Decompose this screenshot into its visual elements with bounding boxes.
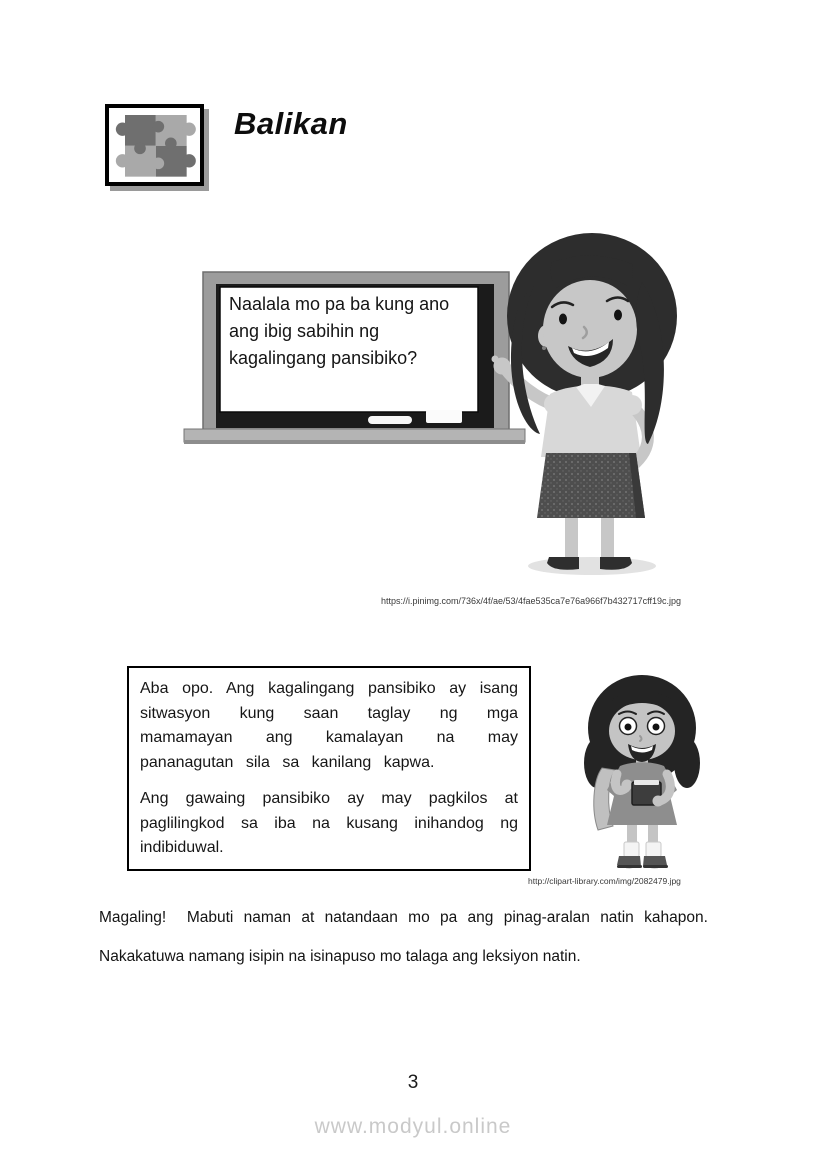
answer-paragraph-2: Ang gawaing pansibiko ay may pagkilos at paglilingkod sa iba na kusang inihandog ng indibiduwal.: [140, 790, 518, 856]
teacher-figure: [492, 233, 678, 570]
board-question-text: Naalala mo pa ba kung ano ang ibig sabihin ng kagalingang pansibiko?: [229, 294, 450, 368]
answer-box: [127, 666, 531, 871]
puzzle-icon: [111, 110, 199, 180]
page-number: 3: [407, 1072, 419, 1093]
student-image-source-caption: http://clipart-library.com/img/2082479.jpg: [528, 876, 681, 886]
section-icon-box: [105, 104, 204, 186]
watermark: www.modyul.online: [314, 1115, 512, 1138]
teacher-image-source-caption: https://i.pinimg.com/736x/4f/ae/53/4fae535ca7e76a966f7b432717cff19c.jpg: [380, 596, 682, 606]
student-girl-illustration: [572, 668, 712, 876]
chalk: [368, 416, 412, 424]
body-paragraph-1: Magaling! Mabuti naman at natandaan mo pa ang pinag-aralan natin kahapon.: [99, 909, 708, 926]
page-title: Balikan: [234, 106, 348, 141]
eraser: [426, 410, 462, 423]
answer-paragraph-1: Aba opo. Ang kagalingang pansibiko ay isang sitwasyon kung saan taglay ng mga mamamayan ang kamalayan na may pananagutan sila sa kanilang kapwa.: [140, 680, 518, 771]
body-text: [99, 906, 728, 968]
teacher-shadow: [528, 557, 656, 575]
body-paragraph-2: Nakakatuwa namang isipin na isinapuso mo talaga ang leksiyon natin.: [99, 948, 581, 965]
teacher-blackboard-illustration: [180, 226, 680, 581]
